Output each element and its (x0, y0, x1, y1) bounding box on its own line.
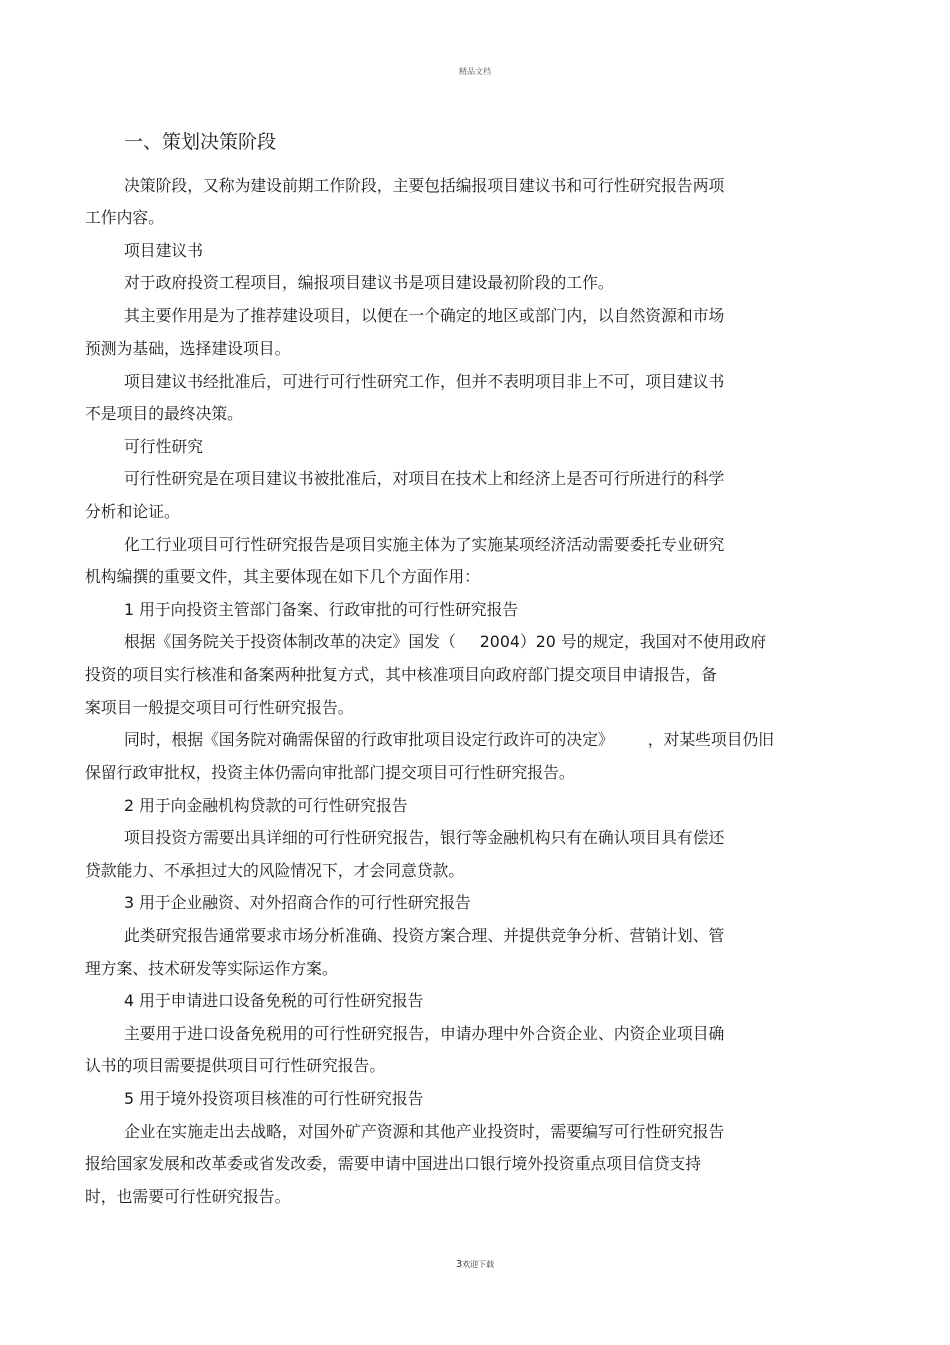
body-line: 化工行业项目可行性研究报告是项目实施主体为了实施某项经济活动需要委托专业研究 (124, 535, 725, 554)
numbered-heading: 1 用于向投资主管部门备案、行政审批的可行性研究报告 (124, 600, 519, 619)
body-line: 预测为基础，选择建设项目。 (85, 339, 291, 358)
body-line-part: 同时，根据《国务院对确需保留的行政审批项目设定行政许可的决定》 (124, 730, 614, 749)
numbered-heading: 5 用于境外投资项目核准的可行性研究报告 (124, 1089, 424, 1108)
body-line: 机构编撰的重要文件，其主要体现在如下几个方面作用： (85, 567, 480, 586)
body-line: 项目建议书经批准后，可进行可行性研究工作，但并不表明项目非上不可，项目建议书 (124, 372, 725, 391)
section-heading: 项目建议书 (124, 241, 203, 260)
section-heading: 可行性研究 (124, 437, 203, 456)
body-line (124, 632, 766, 652)
body-line: 认书的项目需要提供项目可行性研究报告。 (85, 1056, 386, 1075)
numbered-heading: 2 用于向金融机构贷款的可行性研究报告 (124, 796, 408, 815)
body-line-part: 根据《国务院关于投资体制改革的决定》国发（ (124, 632, 456, 651)
body-line: 对于政府投资工程项目，编报项目建议书是项目建设最初阶段的工作。 (124, 273, 614, 292)
body-line: 保留行政审批权，投资主体仍需向审批部门提交项目可行性研究报告。 (85, 763, 575, 782)
body-line: 此类研究报告通常要求市场分析准确、投资方案合理、并提供竞争分析、营销计划、管 (124, 926, 725, 945)
body-line: 时，也需要可行性研究报告。 (85, 1187, 291, 1206)
body-line: 报给国家发展和改革委或省发改委，需要申请中国进出口银行境外投资重点项目信贷支持 (85, 1154, 702, 1173)
body-line: 贷款能力、不承担过大的风险情况下，才会同意贷款。 (85, 861, 465, 880)
body-line-part: 2004）20 号的规定，我国对不使用政府 (479, 632, 767, 651)
body-line: 投资的项目实行核准和备案两种批复方式，其中核准项目向政府部门提交项目申请报告，备 (85, 665, 717, 684)
body-line (124, 730, 774, 750)
numbered-heading: 4 用于申请进口设备免税的可行性研究报告 (124, 991, 424, 1010)
page-title: 一、策划决策阶段 (124, 131, 277, 153)
page-number: 3 (455, 1259, 463, 1270)
body-line: 企业在实施走出去战略，对国外矿产资源和其他产业投资时，需要编写可行性研究报告 (124, 1122, 725, 1141)
body-line: 不是项目的最终决策。 (85, 404, 243, 423)
body-line: 主要用于进口设备免税用的可行性研究报告，申请办理中外合资企业、内资企业项目确 (124, 1024, 725, 1043)
page-footer (0, 1259, 950, 1270)
body-line: 工作内容。 (85, 208, 164, 227)
body-line: 决策阶段，又称为建设前期工作阶段，主要包括编报项目建议书和可行性研究报告两项 (124, 176, 725, 195)
numbered-heading: 3 用于企业融资、对外招商合作的可行性研究报告 (124, 893, 471, 912)
body-line: 案项目一般提交项目可行性研究报告。 (85, 698, 354, 717)
body-line: 分析和论证。 (85, 502, 180, 521)
body-line-part: ，对某些项目仍旧 (647, 730, 775, 749)
body-line: 项目投资方需要出具详细的可行性研究报告，银行等金融机构只有在确认项目具有偿还 (124, 828, 725, 847)
body-line: 理方案、技术研发等实际运作方案。 (85, 959, 338, 978)
footer-label: 欢迎下载 (462, 1260, 495, 1269)
page-header: 精品文档 (459, 67, 491, 76)
body-line: 可行性研究是在项目建议书被批准后，对项目在技术上和经济上是否可行所进行的科学 (124, 469, 725, 488)
body-line: 其主要作用是为了推荐建设项目，以便在一个确定的地区或部门内，以自然资源和市场 (124, 306, 725, 325)
